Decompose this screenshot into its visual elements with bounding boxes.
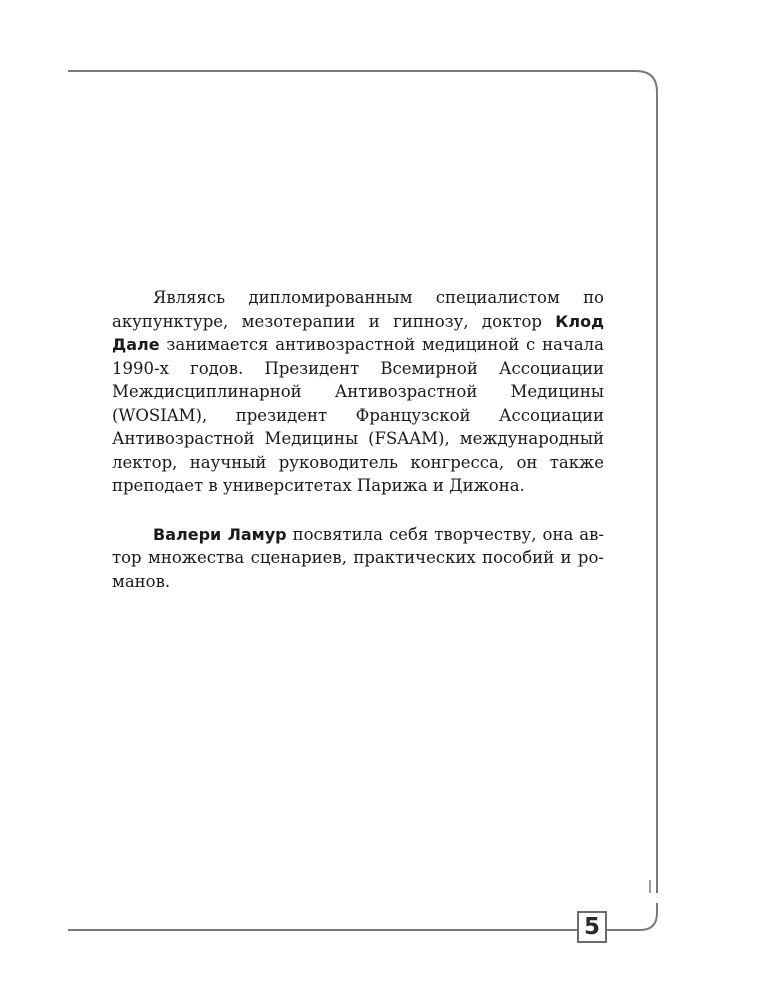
frame-bottom-right-border xyxy=(607,903,657,930)
paragraph-author-1 xyxy=(112,286,604,498)
page-number: 5 xyxy=(583,914,600,940)
paragraph-author-2 xyxy=(112,523,604,594)
author-2-bio: посвятила себя творчеству, она автор множества сценариев, практических пособий и романов. xyxy=(112,524,604,591)
main-text xyxy=(112,286,604,593)
author-1-bio: занимается антивозрастной медициной с начала 1990-х годов. Президент Всемирной Ассоциации Междисциплинарной Антивозрастной Медицины (WOSIAM), президент Французской Ассоциации Антивозрастной Медицины (FSAAM), международный лектор, научный руководитель конгресса, он также преподает в университетах Парижа и Дижона. xyxy=(112,335,604,495)
author-2-name: Валери Ламур xyxy=(153,524,287,544)
author-1-name: Клод Дале xyxy=(112,311,604,354)
author-1-lead: Являясь дипломированным специалистом по акупунктуре, мезотерапии и гипнозу, доктор xyxy=(112,288,604,331)
